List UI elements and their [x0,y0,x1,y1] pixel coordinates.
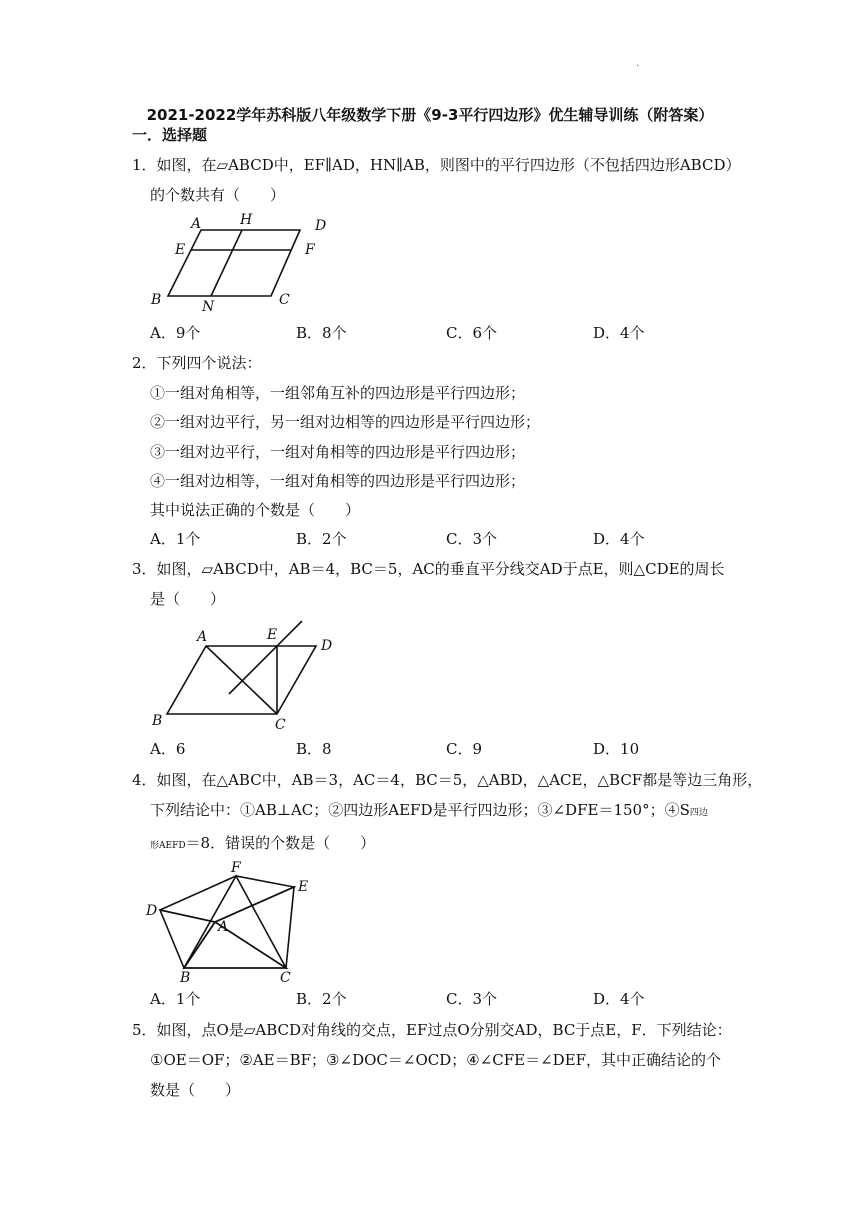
q1-option-a: A．9个 [150,324,201,342]
q4-subscript-part1: 四边 [689,808,708,818]
q1-label-b: B [151,292,162,308]
q1-stem-line2: 的个数共有（ ） [150,186,286,204]
document-title: 2021-2022学年苏科版八年级数学下册《9-3平行四边形》优生辅导训练（附答案） [146,106,714,124]
q1-label-h: H [240,212,253,228]
q4-quad-aefd [160,876,294,922]
q2-statement-2: ②一组对边平行，另一组对边相等的四边形是平行四边形； [150,413,541,431]
q3-option-d: D．10 [593,740,640,758]
q4-triangle-abd [160,910,215,968]
q4-label-c: C [280,970,291,986]
q5-stem-line3: 数是（ ） [150,1081,241,1099]
q1-label-a: A [191,216,202,232]
q2-option-c: C．3个 [446,530,498,548]
q3-label-d: D [321,638,333,654]
q4-option-a: A．1个 [150,990,201,1008]
q4-label-f: F [231,860,241,876]
q2-statement-3: ③一组对边平行，一组对角相等的四边形是平行四边形； [150,443,526,461]
q3-label-c: C [275,717,286,733]
q1-segment-hn [211,230,242,296]
section-heading: 一．选择题 [132,126,208,144]
q3-option-c: C．9 [446,740,483,758]
q4-option-c: C．3个 [446,990,498,1008]
q5-stem-line1: 5．如图，点O是▱ABCD对角线的交点，EF过点O分别交AD，BC于点E，F．下列结论： [132,1021,732,1039]
q1-option-c: C．6个 [446,324,498,342]
q1-option-b: B．8个 [296,324,347,342]
q1-label-e: E [175,242,186,258]
q2-option-a: A．1个 [150,530,201,548]
header-mark: . [636,58,640,69]
q2-stem-line1: 2．下列四个说法： [132,354,262,372]
q4-option-d: D．4个 [593,990,645,1008]
q2-statement-4: ④一组对边相等，一组对角相等的四边形是平行四边形； [150,472,526,490]
q2-statement-1: ①一组对角相等，一组邻角互补的四边形是平行四边形； [150,384,526,402]
q4-figure [140,858,330,986]
q4-label-b: B [180,970,191,986]
q4-option-b: B．2个 [296,990,347,1008]
q2-option-b: B．2个 [296,530,347,548]
q1-label-f: F [305,242,315,258]
q2-stem-line2: 其中说法正确的个数是（ ） [150,501,361,519]
q4-triangle-bcf [184,876,286,968]
q4-label-a: A [218,919,229,935]
q1-figure [145,210,345,320]
q4-stem-line2-text: 下列结论中：①AB⊥AC；②四边形AEFD是平行四边形；③∠DFE＝150°；④S [150,801,690,819]
q1-label-n: N [202,299,215,315]
q4-label-d: D [146,903,158,919]
q2-option-d: D．4个 [593,530,645,548]
q3-figure [145,615,355,735]
q1-parallelogram [168,230,300,296]
q4-stem-line1: 4．如图，在△ABC中，AB＝3，AC＝4，BC＝5，△ABD，△ACE，△BCF都是等边三角形， [132,771,763,789]
q5-stem-line2: ①OE＝OF；②AE＝BF；③∠DOC＝∠OCD；④∠CFE＝∠DEF，其中正确结论的个 [150,1051,722,1069]
q3-label-e: E [267,627,278,643]
q4-subscript-part2: 形AEFD [150,841,186,851]
q3-label-b: B [152,713,163,729]
q3-stem-line1: 3．如图，▱ABCD中，AB＝4，BC＝5，AC的垂直平分线交AD于点E，则△CDE的周长 [132,560,725,578]
q3-perpendicular-bisector [229,621,302,694]
q3-label-a: A [197,629,208,645]
q1-stem-line1: 1．如图，在▱ABCD中，EF∥AD，HN∥AB，则图中的平行四边形（不包括四边形ABCD） [132,156,741,174]
q1-label-d: D [315,218,327,234]
q4-stem-line3 [150,832,375,853]
q4-stem-line3-text: ＝8．错误的个数是（ ） [185,834,376,852]
q3-option-a: A．6 [150,740,186,758]
q3-option-b: B．8 [296,740,332,758]
q1-label-c: C [279,292,290,308]
q4-label-e: E [298,879,309,895]
q1-option-d: D．4个 [593,324,645,342]
q3-stem-line2: 是（ ） [150,590,226,608]
q4-stem-line2 [150,799,708,820]
